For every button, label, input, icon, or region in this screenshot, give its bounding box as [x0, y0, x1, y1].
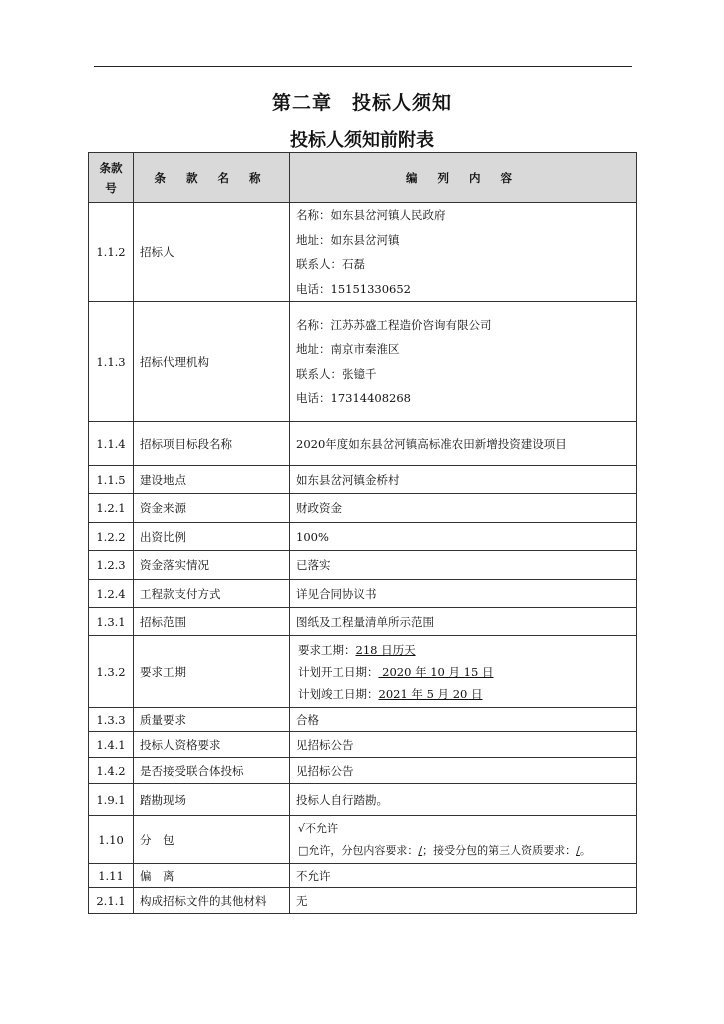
clause-name: 建设地点 — [134, 466, 290, 494]
table-row — [89, 864, 637, 888]
clause-name: 投标人资格要求 — [134, 732, 290, 758]
clause-name: 要求工期 — [134, 636, 290, 708]
chapter-title: 第二章 投标人须知 — [271, 92, 452, 114]
start-date-value: 2020 年 10 月 15 日 — [378, 664, 494, 679]
end-date-value: 2021 年 5 月 20 日 — [378, 686, 483, 701]
table-row — [89, 494, 637, 523]
clause-name: 构成招标文件的其他材料 — [134, 888, 290, 914]
table-row — [89, 302, 637, 422]
clause-number: 1.3.2 — [89, 636, 134, 708]
clause-content — [290, 302, 637, 422]
content-line: 电话：17314408268 — [296, 391, 411, 405]
start-date-label: 计划开工日期： — [298, 664, 379, 679]
duration-line — [298, 639, 628, 661]
table-row — [89, 816, 637, 864]
content-line: 电话：15151330652 — [296, 281, 411, 296]
table-row — [89, 636, 637, 708]
clause-number: 1.4.2 — [89, 758, 134, 784]
column-header-clause-no: 条款号 — [89, 153, 134, 203]
clause-content: 财政资金 — [290, 494, 637, 523]
clause-name: 出资比例 — [134, 523, 290, 551]
table-row — [89, 580, 637, 608]
subcontract-end: 。 — [579, 843, 591, 857]
table-row — [89, 523, 637, 551]
clause-content: 投标人自行踏勘。 — [290, 784, 637, 816]
clause-name: 资金来源 — [134, 494, 290, 523]
clause-number: 1.3.1 — [89, 608, 134, 636]
clause-name: 招标人 — [134, 203, 290, 302]
table-row — [89, 551, 637, 580]
table-row — [89, 758, 637, 784]
clause-name: 质量要求 — [134, 708, 290, 732]
subcontract-qualification-blank: / — [576, 843, 580, 857]
content-line: 名称：江苏苏盛工程造价咨询有限公司 — [296, 317, 492, 332]
clause-number: 1.2.4 — [89, 580, 134, 608]
clause-name: 招标代理机构 — [134, 302, 290, 422]
duration-label: 要求工期： — [298, 642, 356, 657]
table-title: 投标人须知前附表 — [290, 130, 434, 151]
clause-name: 分 包 — [134, 816, 290, 864]
clause-name: 招标项目标段名称 — [134, 422, 290, 466]
table-row — [89, 784, 637, 816]
end-date-line — [298, 683, 628, 705]
clause-content: 见招标公告 — [290, 732, 637, 758]
subcontract-prefix: □允许，分包内容要求： — [298, 843, 419, 857]
table-row — [89, 732, 637, 758]
column-header-clause-name: 条 款 名 称 — [134, 153, 290, 203]
clause-name: 工程款支付方式 — [134, 580, 290, 608]
clause-name: 资金落实情况 — [134, 551, 290, 580]
clause-number: 1.10 — [89, 816, 134, 864]
clause-number: 1.2.3 — [89, 551, 134, 580]
clause-number: 1.1.2 — [89, 203, 134, 302]
clause-name: 是否接受联合体投标 — [134, 758, 290, 784]
table-row — [89, 466, 637, 494]
clause-content: 不允许 — [290, 864, 637, 888]
table-row — [89, 203, 637, 302]
end-date-label: 计划竣工日期： — [298, 686, 379, 701]
table-row — [89, 708, 637, 732]
header-rule — [94, 66, 632, 67]
content-line: 联系人：张镱千 — [296, 366, 377, 381]
subcontract-not-allowed: √不允许 — [298, 821, 339, 835]
clause-table — [88, 152, 637, 914]
clause-content: 详见合同协议书 — [290, 580, 637, 608]
start-date-line — [298, 661, 628, 683]
clause-content: 无 — [290, 888, 637, 914]
clause-number: 1.4.1 — [89, 732, 134, 758]
duration-value: 218 日历天 — [355, 642, 416, 657]
clause-number: 1.2.1 — [89, 494, 134, 523]
clause-number: 1.2.2 — [89, 523, 134, 551]
subcontract-mid: ；接受分包的第三人资质要求： — [422, 843, 577, 857]
subcontract-allowed-line — [298, 840, 628, 862]
clause-number: 1.1.5 — [89, 466, 134, 494]
table-row — [89, 888, 637, 914]
clause-content: 2020年度如东县岔河镇高标准农田新增投资建设项目 — [290, 422, 637, 466]
clause-content: 见招标公告 — [290, 758, 637, 784]
table-row — [89, 422, 637, 466]
content-line: 地址：南京市秦淮区 — [296, 342, 400, 356]
content-line: 名称：如东县岔河镇人民政府 — [296, 208, 446, 222]
clause-number: 1.1.3 — [89, 302, 134, 422]
clause-content — [290, 636, 637, 708]
clause-number: 2.1.1 — [89, 888, 134, 914]
clause-content: 100% — [290, 523, 637, 551]
clause-name: 招标范围 — [134, 608, 290, 636]
clause-number: 1.11 — [89, 864, 134, 888]
clause-content — [290, 203, 637, 302]
clause-number: 1.3.3 — [89, 708, 134, 732]
clause-number: 1.9.1 — [89, 784, 134, 816]
clause-content — [290, 816, 637, 864]
content-line: 联系人：石磊 — [296, 257, 365, 271]
table-header-row — [89, 153, 637, 203]
subcontract-content-blank: / — [418, 843, 423, 857]
column-header-content: 编 列 内 容 — [290, 153, 637, 203]
clause-content: 图纸及工程量清单所示范围 — [290, 608, 637, 636]
clause-content: 已落实 — [290, 551, 637, 580]
content-line: 地址：如东县岔河镇 — [296, 232, 400, 247]
clause-name: 偏 离 — [134, 864, 290, 888]
clause-number: 1.1.4 — [89, 422, 134, 466]
clause-name: 踏勘现场 — [134, 784, 290, 816]
table-row — [89, 608, 637, 636]
clause-content: 合格 — [290, 708, 637, 732]
clause-content: 如东县岔河镇金桥村 — [290, 466, 637, 494]
